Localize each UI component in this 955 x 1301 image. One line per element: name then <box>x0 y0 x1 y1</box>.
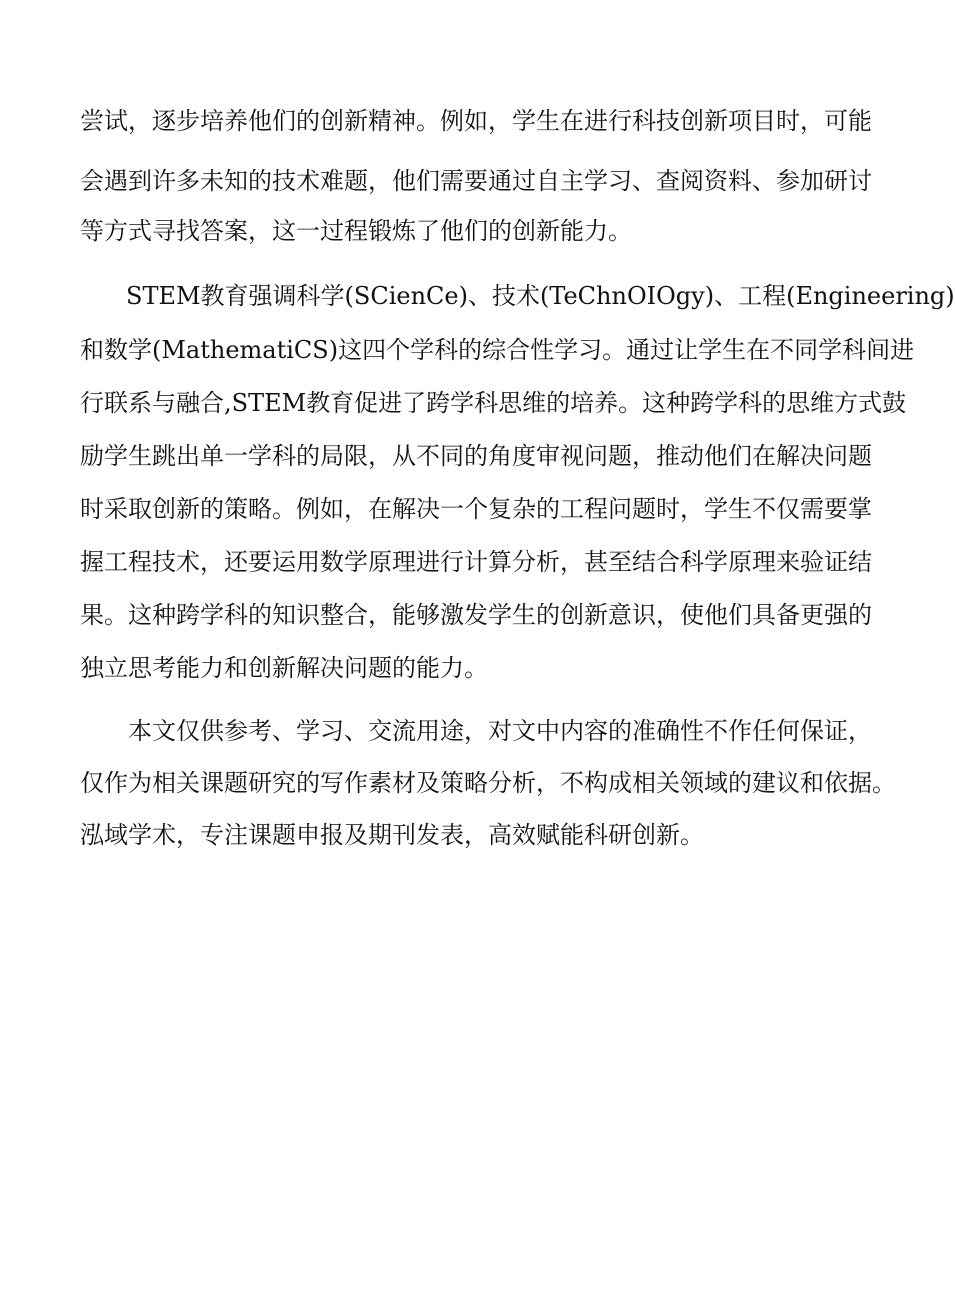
paragraph-2-line-7: 果。这种跨学科的知识整合，能够激发学生的创新意识，使他们具备更强的 <box>80 601 872 629</box>
paragraph-2-line-8: 独立思考能力和创新解决问题的能力。 <box>80 654 488 682</box>
paragraph-3-line-2: 仅作为相关课题研究的写作素材及策略分析，不构成相关领域的建议和依据。 <box>80 769 896 797</box>
paragraph-2-line-1: STEM教育强调科学(SCienCe)、技术(TeChnOIOgy)、工程(Engineering) <box>126 282 955 310</box>
paragraph-2-line-3: 行联系与融合,STEM教育促进了跨学科思维的培养。这种跨学科的思维方式鼓 <box>80 389 907 417</box>
paragraph-2-line-5: 时采取创新的策略。例如，在解决一个复杂的工程问题时，学生不仅需要掌 <box>80 495 872 523</box>
paragraph-2-line-4: 励学生跳出单一学科的局限，从不同的角度审视问题，推动他们在解决问题 <box>80 442 872 470</box>
paragraph-3-line-3: 泓域学术，专注课题申报及期刊发表，高效赋能科研创新。 <box>80 821 704 849</box>
paragraph-1-line-3: 等方式寻找答案，这一过程锻炼了他们的创新能力。 <box>80 217 632 245</box>
paragraph-2-line-6: 握工程技术，还要运用数学原理进行计算分析，甚至结合科学原理来验证结 <box>80 548 872 576</box>
paragraph-2-line-2: 和数学(MathematiCS)这四个学科的综合性学习。通过让学生在不同学科间进 <box>80 336 915 364</box>
paragraph-1-line-2: 会遇到许多未知的技术难题，他们需要通过自主学习、查阅资料、参加研讨 <box>80 167 872 195</box>
paragraph-3-line-1: 本文仅供参考、学习、交流用途，对文中内容的准确性不作任何保证， <box>128 717 872 745</box>
paragraph-1-line-1: 尝试，逐步培养他们的创新精神。例如，学生在进行科技创新项目时，可能 <box>80 107 872 135</box>
